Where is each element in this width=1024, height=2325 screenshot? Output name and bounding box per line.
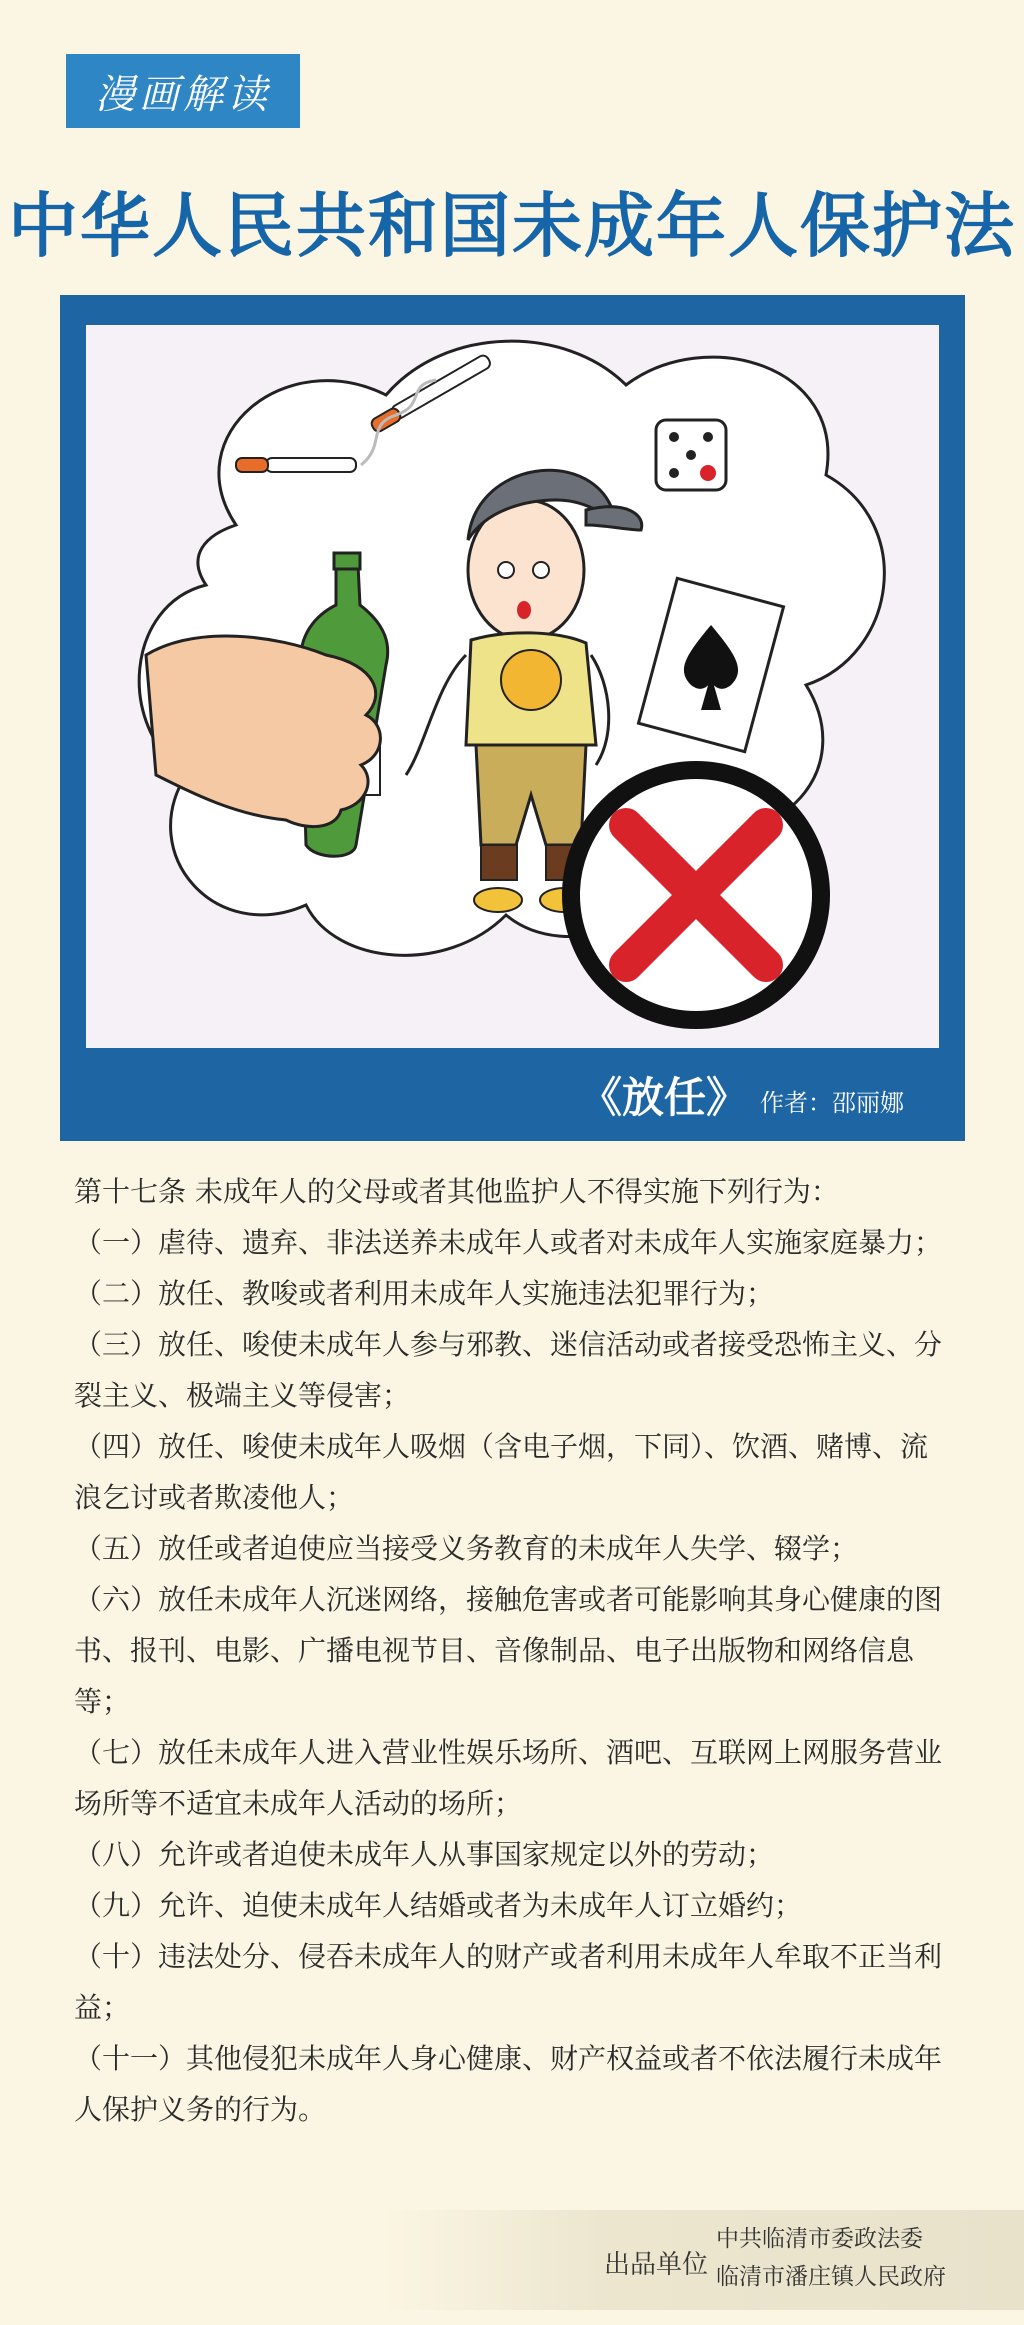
producer-org-1: 中共临清市委政法委 bbox=[716, 2226, 923, 2252]
article-item: （六）放任未成年人沉迷网络，接触危害或者可能影响其身心健康的图书、报刊、电影、广播电视节目、音像制品、电子出版物和网络信息等； bbox=[74, 1583, 943, 1718]
article-item: （七）放任未成年人进入营业性娱乐场所、酒吧、互联网上网服务营业场所等不适宜未成年人活动的场所； bbox=[74, 1736, 943, 1820]
prohibition-icon bbox=[571, 770, 821, 1020]
article-item: （八）允许或者迫使未成年人从事国家规定以外的劳动； bbox=[74, 1838, 775, 1871]
comic-illustration bbox=[86, 325, 939, 1048]
producer-org-2: 临清市潘庄镇人民政府 bbox=[716, 2264, 946, 2290]
article-text bbox=[74, 1166, 954, 2135]
article-item: （四）放任、唆使未成年人吸烟（含电子烟，下同）、饮酒、赌博、流浪乞讨或者欺凌他人； bbox=[74, 1430, 929, 1514]
producer-footer bbox=[380, 2210, 1024, 2310]
page-title: 中华人民共和国未成年人保护法 bbox=[8, 185, 1016, 267]
section-tag: 漫画解读 bbox=[66, 54, 300, 128]
caption-author: 作者：邵丽娜 bbox=[760, 1089, 904, 1117]
producer-label: 出品单位 bbox=[604, 2250, 709, 2280]
article-item: （三）放任、唆使未成年人参与邪教、迷信活动或者接受恐怖主义、分裂主义、极端主义等侵害； bbox=[74, 1328, 943, 1412]
caption-title: 《放任》 bbox=[580, 1073, 749, 1122]
article-heading: 第十七条 未成年人的父母或者其他监护人不得实施下列行为： bbox=[74, 1175, 839, 1208]
article-item: （五）放任或者迫使应当接受义务教育的未成年人失学、辍学； bbox=[74, 1532, 859, 1565]
producer-orgs bbox=[716, 2220, 946, 2296]
article-item: （十）违法处分、侵吞未成年人的财产或者利用未成年人牟取不正当利益； bbox=[74, 1940, 943, 2024]
dice-icon bbox=[656, 420, 726, 490]
article-item: （九）允许、迫使未成年人结婚或者为未成年人订立婚约； bbox=[74, 1889, 803, 1922]
article-item: （十一）其他侵犯未成年人身心健康、财产权益或者不依法履行未成年人保护义务的行为。 bbox=[74, 2042, 943, 2126]
illustration-frame bbox=[60, 295, 965, 1141]
article-item: （一）虐待、遗弃、非法送养未成年人或者对未成年人实施家庭暴力； bbox=[74, 1226, 943, 1259]
article-item: （二）放任、教唆或者利用未成年人实施违法犯罪行为； bbox=[74, 1277, 775, 1310]
illustration-caption bbox=[60, 1055, 965, 1135]
